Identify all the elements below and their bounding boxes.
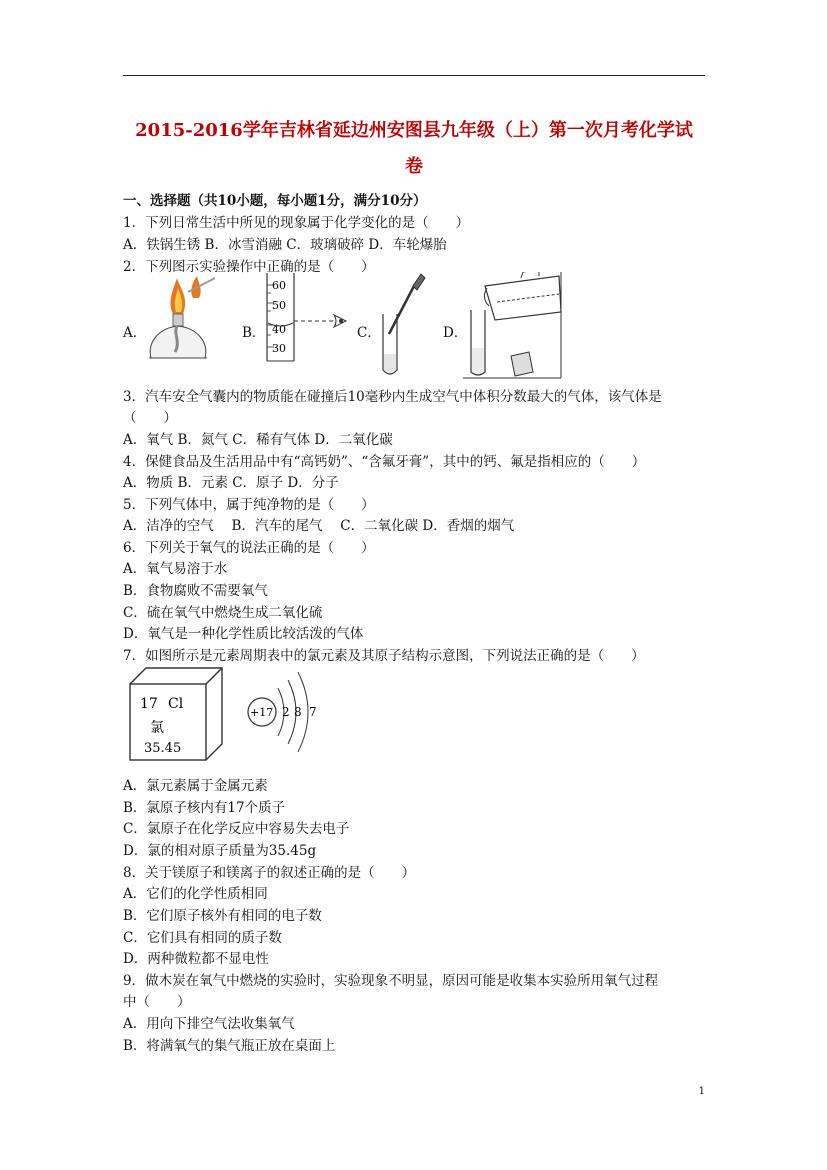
cylinder-tick-30: 30	[272, 342, 286, 355]
q3-stem-cont: （ ）	[123, 410, 177, 426]
q2-label-c: C．	[357, 325, 381, 341]
q2-label-a: A．	[123, 325, 147, 341]
page-number: 1	[698, 1086, 705, 1097]
chlorine-atom-structure-diagram	[242, 664, 322, 760]
q9-stem: 9．做木炭在氧气中燃烧的实验时，实验现象不明显，原因可能是收集本实验所用氧气过程	[123, 973, 659, 989]
q2-label-b: B．	[242, 325, 266, 341]
alcohol-lamp-figure	[143, 272, 215, 364]
q8-stem: 8．关于镁原子和镁离子的叙述正确的是（ ）	[123, 865, 416, 881]
q7-option-d: D．氯的相对原子质量为35.45g	[123, 843, 317, 859]
q6-stem: 6．下列关于氧气的说法正确的是（ ）	[123, 540, 375, 556]
atom-shell-1: 2	[282, 705, 290, 719]
dropper-test-tube-figure	[375, 272, 427, 380]
q2-label-d: D．	[443, 325, 468, 341]
header-rule	[123, 75, 705, 76]
atom-shell-2: 8	[294, 705, 302, 719]
q8-option-d: D．两种微粒都不显电性	[123, 951, 269, 967]
element-name: 氯	[150, 720, 164, 736]
chlorine-element-cell	[126, 664, 226, 764]
element-atomic-number: 17	[140, 696, 158, 712]
pouring-liquid-figure	[463, 272, 563, 380]
section-heading: 一、选择题（共10小题，每小题1分，满分10分）	[123, 193, 427, 209]
cylinder-tick-60: 60	[272, 279, 286, 292]
q6-option-d: D．氧气是一种化学性质比较活泼的气体	[123, 626, 364, 642]
q6-option-b: B．食物腐败不需要氧气	[123, 583, 268, 599]
q9-option-b: B．将满氧气的集气瓶正放在桌面上	[123, 1038, 336, 1054]
q2-stem: 2．下列图示实验操作中正确的是（ ）	[123, 259, 375, 275]
q6-option-a: A．氧气易溶于水	[123, 561, 228, 577]
q4-options: A．物质 B．元素 C．原子 D．分子	[123, 475, 339, 491]
q5-stem: 5．下列气体中，属于纯净物的是（ ）	[123, 497, 375, 513]
q7-option-a: A．氯元素属于金属元素	[123, 778, 268, 794]
element-symbol: Cl	[168, 696, 184, 712]
q7-option-b: B．氯原子核内有17个质子	[123, 800, 286, 816]
q5-options: A．洁净的空气 B．汽车的尾气 C．二氧化碳 D．香烟的烟气	[123, 518, 515, 534]
q4-stem: 4．保健食品及生活用品中有“高钙奶”、“含氟牙膏”，其中的钙、氟是指相应的（ ）	[123, 454, 646, 470]
q6-option-c: C．硫在氧气中燃烧生成二氧化硫	[123, 605, 323, 621]
q7-stem: 7．如图所示是元素周期表中的氯元素及其原子结构示意图，下列说法正确的是（ ）	[123, 648, 645, 664]
page-title-line-1: 2015-2016学年吉林省延边州安图县九年级（上）第一次月考化学试	[135, 120, 693, 141]
atom-nucleus-charge: +17	[250, 706, 274, 719]
cylinder-tick-40: 40	[272, 323, 286, 336]
q3-stem: 3．汽车安全气囊内的物质能在碰撞后10毫秒内生成空气中体积分数最大的气体，该气体是	[123, 389, 662, 405]
graduated-cylinder-figure	[262, 273, 352, 363]
q8-option-c: C．它们具有相同的质子数	[123, 930, 282, 946]
q9-option-a: A．用向下排空气法收集氧气	[123, 1016, 295, 1032]
q7-option-c: C．氯原子在化学反应中容易失去电子	[123, 821, 350, 837]
cylinder-tick-50: 50	[272, 299, 286, 312]
page-title-line-2: 卷	[405, 156, 423, 177]
element-atomic-mass: 35.45	[144, 741, 182, 756]
q3-options: A．氧气 B．氮气 C．稀有气体 D．二氧化碳	[123, 432, 393, 448]
q1-options: A．铁锅生锈 B．冰雪消融 C．玻璃破碎 D．车轮爆胎	[123, 237, 447, 253]
atom-shell-3: 7	[309, 705, 317, 719]
q9-stem-cont: 中（ ）	[123, 994, 191, 1010]
q1-stem: 1．下列日常生活中所见的现象属于化学变化的是（ ）	[123, 215, 470, 231]
q8-option-a: A．它们的化学性质相同	[123, 886, 268, 902]
q8-option-b: B．它们原子核外有相同的电子数	[123, 908, 322, 924]
